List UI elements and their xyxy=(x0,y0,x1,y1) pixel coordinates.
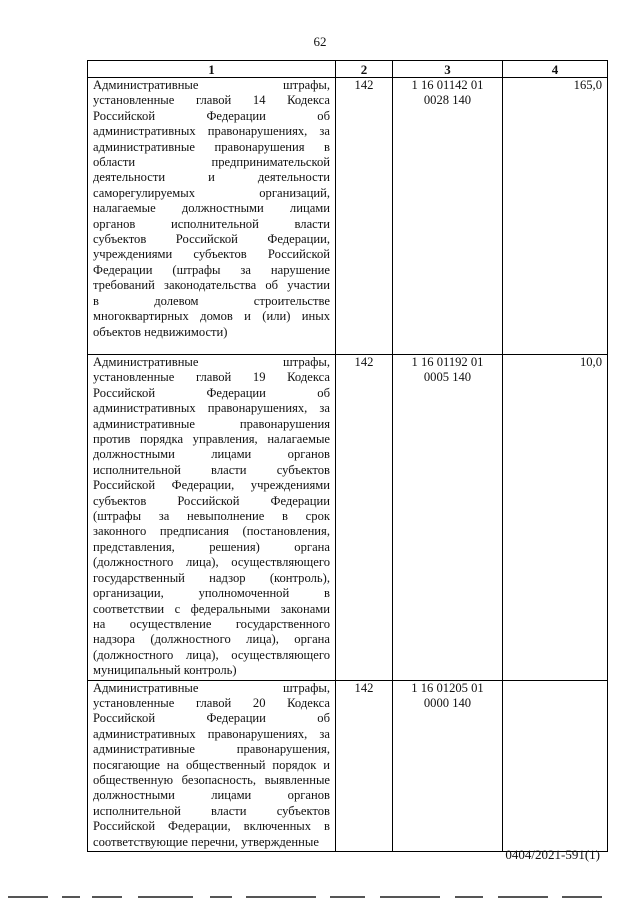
description-line: государственный надзор (контроль), xyxy=(93,570,330,585)
description-line: установленные главой 19 Кодекса xyxy=(93,370,330,385)
description-line: субъектов Российской Федерации xyxy=(93,493,330,508)
kbk-line-1: 1 16 01142 01 xyxy=(411,78,484,92)
description-line: многоквартирных домов и (или) иных xyxy=(93,309,330,324)
description-line: Федерации (штрафы за нарушение xyxy=(93,262,330,277)
description-line: Административные штрафы, xyxy=(93,680,330,695)
description-line: Российской Федерации об xyxy=(93,385,330,400)
amount: 165,0 xyxy=(503,78,608,355)
row-description xyxy=(88,680,336,851)
description-line: деятельности и деятельности xyxy=(93,170,330,185)
description-line: административных правонарушениях, за xyxy=(93,401,330,416)
budget-classification-code xyxy=(393,355,503,681)
budget-classification-code xyxy=(393,78,503,355)
table-row xyxy=(88,355,608,681)
admin-code: 142 xyxy=(336,680,393,851)
description-line: налагаемые должностными лицами xyxy=(93,201,330,216)
description-line: саморегулируемых организаций, xyxy=(93,185,330,200)
description-line: установленные главой 20 Кодекса xyxy=(93,695,330,710)
description-line: в долевом строительстве xyxy=(93,293,330,308)
description-line: административных правонарушениях, за xyxy=(93,124,330,139)
description-line: установленные главой 14 Кодекса xyxy=(93,93,330,108)
kbk-line-1: 1 16 01205 01 xyxy=(411,680,484,695)
amount xyxy=(503,680,608,851)
description-line: посягающие на общественный порядок и xyxy=(93,757,330,772)
description-line: на осуществление государственного xyxy=(93,616,330,631)
description-line: Российской Федерации об xyxy=(93,108,330,123)
column-header-4: 4 xyxy=(503,61,608,78)
row-description xyxy=(88,355,336,681)
description-line: организации, уполномоченной в xyxy=(93,586,330,601)
table-header-row xyxy=(88,61,608,78)
description-line: Российской Федерации об xyxy=(93,711,330,726)
description-line: объектов недвижимости) xyxy=(93,324,228,339)
description-line: Административные штрафы, xyxy=(93,355,330,369)
kbk-line-1: 1 16 01192 01 xyxy=(411,355,484,369)
description-line: муниципальный контроль) xyxy=(93,663,237,678)
column-header-2: 2 xyxy=(336,61,393,78)
column-header-3: 3 xyxy=(393,61,503,78)
description-line: Российской Федерации, учреждениями xyxy=(93,478,330,493)
budget-table xyxy=(87,60,608,852)
description-line: законного предписания (постановления, xyxy=(93,524,330,539)
description-line: против порядка управления, налагаемые xyxy=(93,432,330,447)
description-line: Российской Федерации, включенных в xyxy=(93,819,330,834)
description-line: административные правонарушения в xyxy=(93,139,330,154)
amount: 10,0 xyxy=(503,355,608,681)
description-line: общественную безопасность, выявленные xyxy=(93,772,330,787)
column-header-1: 1 xyxy=(88,61,336,78)
row-description xyxy=(88,78,336,355)
budget-classification-code xyxy=(393,680,503,851)
admin-code: 142 xyxy=(336,78,393,355)
description-line: органов исполнительной власти xyxy=(93,216,330,231)
description-line: исполнительной власти субъектов xyxy=(93,803,330,818)
description-line: административных правонарушениях, за xyxy=(93,726,330,741)
scan-artifact-strip xyxy=(0,893,640,901)
page-number: 62 xyxy=(313,34,327,49)
description-line: Административные штрафы, xyxy=(93,78,330,92)
document-number: 0404/2021-591(1) xyxy=(505,847,600,862)
description-line: области предпринимательской xyxy=(93,155,330,170)
description-line: соответствующие перечни, утвержденные xyxy=(93,834,319,849)
description-line: исполнительной власти субъектов xyxy=(93,462,330,477)
table-row xyxy=(88,78,608,355)
description-line: представления, решения) органа xyxy=(93,539,330,554)
description-line: надзора (должностного лица), органа xyxy=(93,632,330,647)
description-line: (штрафы за невыполнение в срок xyxy=(93,509,330,524)
kbk-line-2: 0005 140 xyxy=(423,370,472,385)
description-line: субъектов Российской Федерации, xyxy=(93,232,330,247)
description-line: административные правонарушения xyxy=(93,416,330,431)
description-line: соответствии с федеральными законами xyxy=(93,601,330,616)
description-line: должностными лицами органов xyxy=(93,447,330,462)
description-line: административные правонарушения, xyxy=(93,742,330,757)
table-row xyxy=(88,680,608,851)
kbk-line-2: 0028 140 xyxy=(423,93,472,108)
description-line: учреждениями субъектов Российской xyxy=(93,247,330,262)
admin-code: 142 xyxy=(336,355,393,681)
kbk-line-2: 0000 140 xyxy=(423,695,472,710)
description-line: должностными лицами органов xyxy=(93,788,330,803)
description-line: (должностного лица), осуществляющего xyxy=(93,555,330,570)
description-line: (должностного лица), осуществляющего xyxy=(93,647,330,662)
description-line: требований законодательства об участии xyxy=(93,278,330,293)
